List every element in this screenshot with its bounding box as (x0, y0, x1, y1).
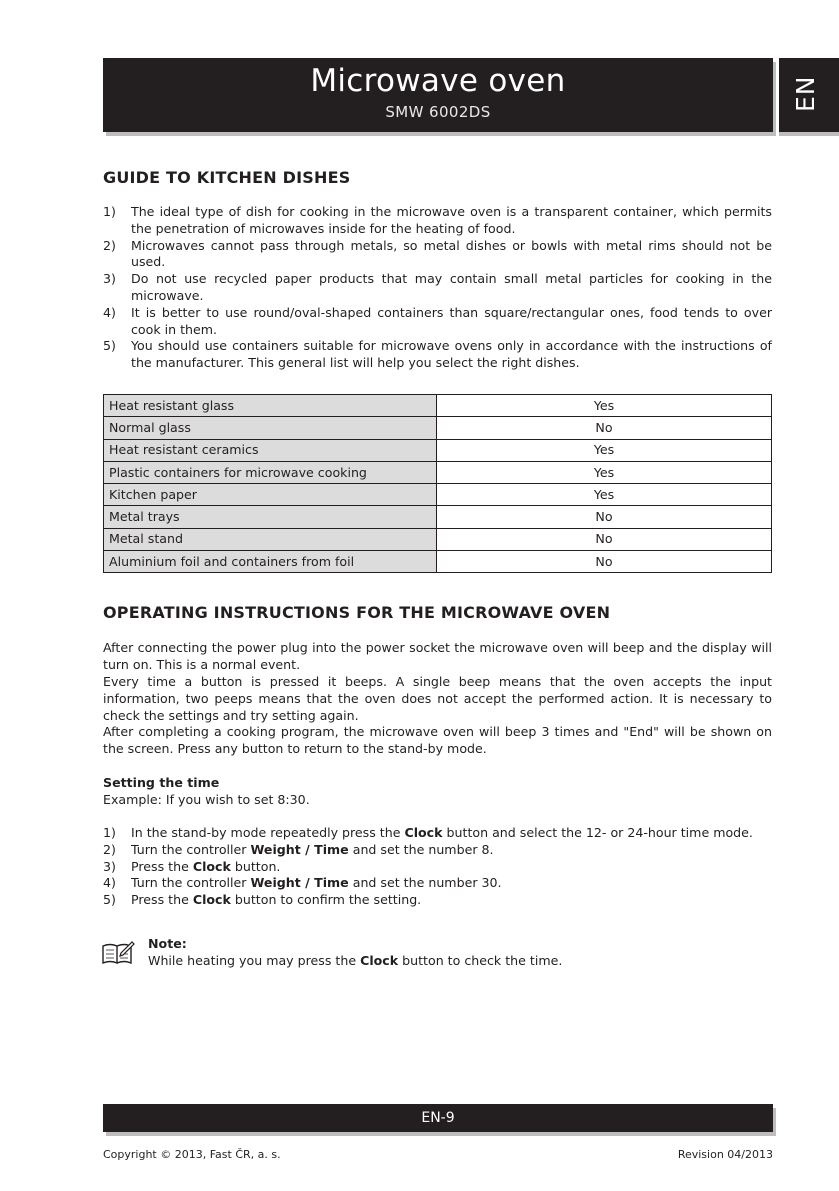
table-row: Normal glass No (104, 417, 772, 439)
table-row: Metal stand No (104, 528, 772, 550)
operating-paragraph: Every time a button is pressed it beeps. A single beep means that the oven accepts the input information, two peeps means that the oven does not accept the performed action. It is necessary to check the settings and try setting again. (103, 674, 772, 723)
note-title: Note: (148, 936, 187, 951)
note-text: While heating you may press the Clock button to check the time. (148, 953, 563, 968)
copyright-text: Copyright © 2013, Fast ČR, a. s. (103, 1148, 281, 1161)
page-number: EN-9 (421, 1110, 455, 1126)
guide-item: 4) It is better to use round/oval-shaped containers than square/rectangular ones, food tends to over cook in them. (103, 304, 772, 337)
guide-item: 5) You should use containers suitable for microwave ovens only in accordance with the instructions of the manufacturer. This general list will help you select the right dishes. (103, 338, 772, 371)
table-row: Kitchen paper Yes (104, 484, 772, 506)
setting-step: 5) Press the Clock button to confirm the setting. (103, 892, 422, 908)
setting-time-heading: Setting the time (103, 775, 220, 790)
table-row: Heat resistant glass Yes (104, 395, 772, 417)
setting-time-example: Example: If you wish to set 8:30. (103, 792, 310, 807)
guide-list (103, 204, 772, 372)
guide-item: 1) The ideal type of dish for cooking in the microwave oven is a transparent container, which permits the penetration of microwaves inside for the heating of food. (103, 204, 772, 236)
setting-step: 4) Turn the controller Weight / Time and set the number 30. (103, 875, 502, 891)
setting-step: 2) Turn the controller Weight / Time and set the number 8. (103, 841, 494, 857)
page-title: Microwave oven (310, 63, 566, 99)
operating-section-title: OPERATING INSTRUCTIONS FOR THE MICROWAVE OVEN (103, 603, 611, 622)
table-row: Metal trays No (104, 506, 772, 528)
page-number-bar (103, 1104, 773, 1132)
header-banner (103, 58, 773, 132)
setting-step: 1) In the stand-by mode repeatedly press the Clock button and select the 12- or 24-hour time mode. (103, 825, 753, 840)
table-row: Heat resistant ceramics Yes (104, 439, 772, 461)
guide-item: 3) Do not use recycled paper products that may contain small metal particles for cooking in the microwave. (103, 271, 772, 303)
table-row: Plastic containers for microwave cooking Yes (104, 461, 772, 483)
guide-item: 2) Microwaves cannot pass through metals, so metal dishes or bowls with metal rims should not be used. (103, 237, 772, 270)
model-number: SMW 6002DS (385, 103, 491, 121)
setting-steps-list (103, 825, 772, 909)
setting-step: 3) Press the Clock button. (103, 858, 281, 874)
language-tab (779, 58, 839, 132)
revision-text: Revision 04/2013 (677, 1148, 773, 1161)
dishes-table (103, 394, 772, 573)
language-label: EN (791, 75, 820, 112)
table-row: Aluminium foil and containers from foil No (104, 551, 772, 573)
guide-section-title: GUIDE TO KITCHEN DISHES (103, 168, 351, 187)
note-book-icon (101, 940, 135, 966)
operating-paragraph: After completing a cooking program, the microwave oven will beep 3 times and "End" will be shown on the screen. Press any button to return to the stand-by mode. (103, 724, 772, 756)
operating-paragraph: After connecting the power plug into the power socket the microwave oven will beep and the display will turn on. This is a normal event. (103, 640, 772, 672)
